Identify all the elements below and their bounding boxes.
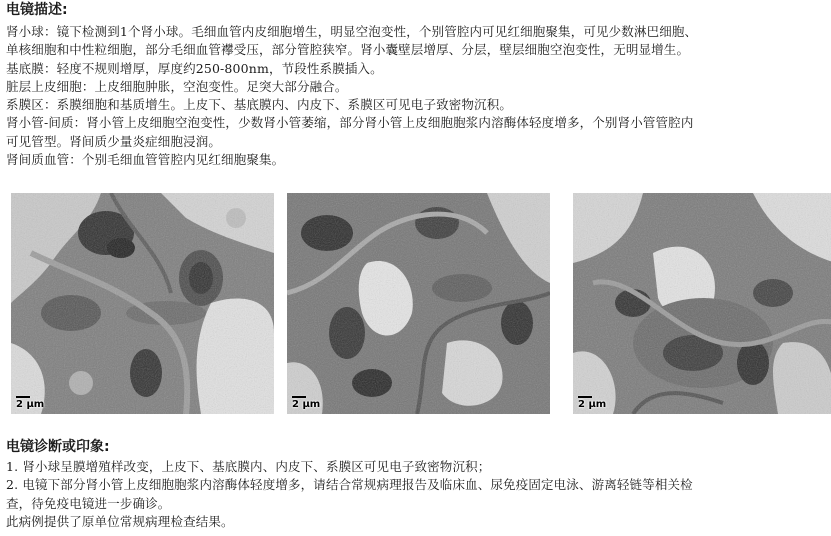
electron-micrograph-2 bbox=[287, 193, 550, 414]
scale-bar-line bbox=[292, 396, 306, 398]
diagnosis-line: 2. 电镜下部分肾小管上皮细胞胞浆内溶酶体轻度增多，请结合常规病理报告及临床血、尿免疫固定电泳、游离轻链等相关检 bbox=[6, 477, 693, 493]
diagnosis-text bbox=[6, 458, 828, 531]
scale-bar-label: 2 μm bbox=[16, 399, 45, 410]
electron-micrograph-1 bbox=[11, 193, 274, 414]
description-title: 电镜描述: bbox=[6, 2, 68, 18]
scale-bar bbox=[16, 396, 44, 410]
scale-bar bbox=[578, 396, 606, 410]
electron-micrograph-3 bbox=[573, 193, 831, 414]
scale-bar-line bbox=[16, 396, 30, 398]
description-line: 基底膜：轻度不规则增厚，厚度约250-800nm，节段性系膜插入。 bbox=[6, 60, 383, 76]
description-line: 肾小管-间质：肾小管上皮细胞空泡变性，少数肾小管萎缩，部分肾小管上皮细胞胞浆内溶酶体轻度增多，个别肾小管管腔内 bbox=[6, 115, 694, 131]
diagnosis-title: 电镜诊断或印象: bbox=[6, 439, 110, 455]
micrograph-texture bbox=[11, 193, 274, 414]
diagnosis-line: 1. 肾小球呈膜增殖样改变，上皮下、基底膜内、内皮下、系膜区可见电子致密物沉积； bbox=[6, 459, 491, 474]
description-line: 单核细胞和中性粒细胞，部分毛细血管襻受压，部分管腔狭窄。肾小囊壁层增厚、分层，壁层细胞空泡变性，无明显增生。 bbox=[6, 42, 690, 58]
micrograph-texture bbox=[287, 193, 550, 414]
scale-bar-label: 2 μm bbox=[292, 399, 321, 410]
scale-bar-label: 2 μm bbox=[578, 399, 607, 410]
description-text bbox=[6, 23, 828, 169]
diagnosis-line: 查，待免疫电镜进一步确诊。 bbox=[6, 495, 171, 511]
description-line: 系膜区：系膜细胞和基质增生。上皮下、基底膜内、内皮下、系膜区可见电子致密物沉积。 bbox=[6, 97, 513, 113]
scale-bar bbox=[292, 396, 320, 410]
description-line: 脏层上皮细胞：上皮细胞肿胀，空泡变性。足突大部分融合。 bbox=[6, 78, 348, 94]
scale-bar-line bbox=[578, 396, 592, 398]
description-line: 肾间质血管：个别毛细血管管腔内见红细胞聚集。 bbox=[6, 152, 285, 168]
diagnosis-line: 此病例提供了原单位常规病理检查结果。 bbox=[6, 513, 234, 529]
description-line: 肾小球：镜下检测到1个肾小球。毛细血管内皮细胞增生，明显空泡变性，个别管腔内可见红细胞聚集，可见少数淋巴细胞、 bbox=[6, 24, 698, 39]
description-line: 可见管型。肾间质少量炎症细胞浸润。 bbox=[6, 133, 222, 149]
micrograph-texture bbox=[573, 193, 831, 414]
